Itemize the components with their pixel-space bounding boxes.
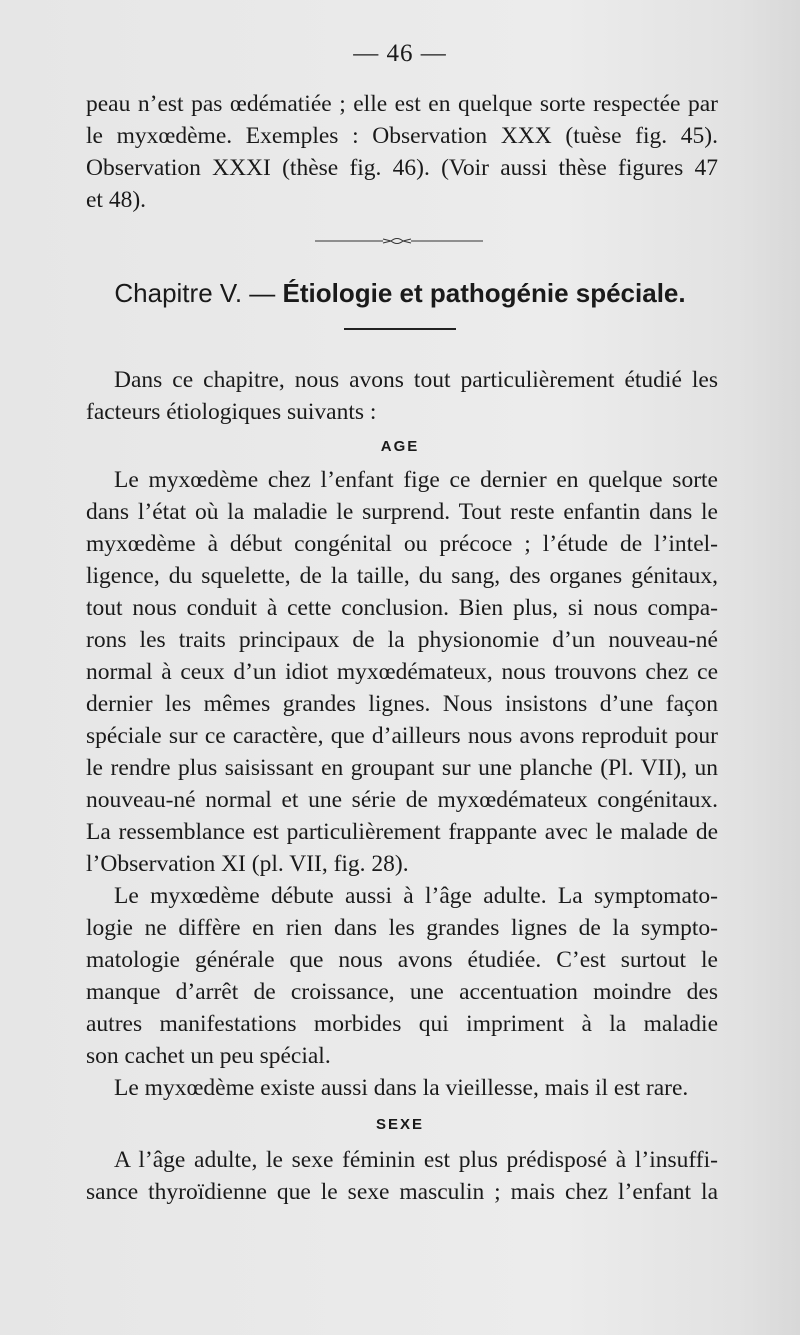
text-line: son cachet un peu spécial. xyxy=(86,1043,331,1069)
text-line: matologie générale que nous avons étudiée. C’est surtout le xyxy=(86,947,718,973)
ornamental-separator xyxy=(315,236,483,246)
text-line: dans l’état où la maladie le surprend. Tout reste enfantin dans le xyxy=(86,499,718,525)
text-line: et 48). xyxy=(86,187,147,213)
text-line: nouveau-né normal et une série de myxœdémateux congénitaux. xyxy=(86,787,718,813)
text-line: tout nous conduit à cette conclusion. Bien plus, si nous compa- xyxy=(86,595,718,621)
text-line: Observation XXXI (thèse fig. 46). (Voir aussi thèse figures 47 xyxy=(86,155,718,181)
page-number: — 46 — xyxy=(353,40,447,67)
section-heading-age: AGE xyxy=(380,438,420,455)
text-line: A l’âge adulte, le sexe féminin est plus prédisposé à l’insuffi- xyxy=(114,1147,718,1173)
chapter-rule xyxy=(344,328,456,330)
text-line: peau n’est pas œdématiée ; elle est en quelque sorte respectée par xyxy=(86,91,718,117)
text-line: autres manifestations morbides qui impriment à la maladie xyxy=(86,1011,718,1037)
text-line: myxœdème à début congénital ou précoce ; l’étude de l’intel- xyxy=(86,531,718,557)
section-age-body xyxy=(86,464,718,1104)
section-sexe-body xyxy=(86,1144,718,1208)
section-heading-sexe: SEXE xyxy=(375,1116,425,1133)
text-line: l’Observation XI (pl. VII, fig. 28). xyxy=(86,851,409,877)
text-line: Le myxœdème débute aussi à l’âge adulte. La symptomato- xyxy=(114,883,718,909)
text-line: spéciale sur ce caractère, que d’ailleurs nous avons reproduit pour xyxy=(86,723,718,749)
text-line: le myxœdème. Exemples : Observation XXX (tuèse fig. 45). xyxy=(86,123,718,149)
intro-paragraph xyxy=(86,364,718,428)
text-line: ligence, du squelette, de la taille, du sang, des organes génitaux, xyxy=(86,563,718,589)
text-line: La ressemblance est particulièrement frappante avec le malade de xyxy=(86,819,718,845)
chapter-number: Chapitre V. xyxy=(114,278,243,308)
chapter-title: Étiologie et pathogénie spéciale. xyxy=(282,278,686,308)
text-line: Le myxœdème chez l’enfant fige ce dernier en quelque sorte xyxy=(114,467,718,493)
text-line: facteurs étiologiques suivants : xyxy=(86,399,377,425)
chapter-heading xyxy=(0,278,800,309)
text-line: dernier les mêmes grandes lignes. Nous insistons d’une façon xyxy=(86,691,718,717)
text-line: manque d’arrêt de croissance, une accentuation moindre des xyxy=(86,979,718,1005)
text-line: Dans ce chapitre, nous avons tout particulièrement étudié les xyxy=(114,367,718,393)
text-line: rons les traits principaux de la physionomie d’un nouveau-né xyxy=(86,627,718,653)
chapter-dash: — xyxy=(242,278,283,308)
text-line: logie ne diffère en rien dans les grandes lignes de la sympto- xyxy=(86,915,718,941)
opening-paragraph xyxy=(86,88,718,216)
text-line: Le myxœdème existe aussi dans la vieillesse, mais il est rare. xyxy=(114,1075,689,1101)
text-line: normal à ceux d’un idiot myxœdémateux, nous trouvons chez ce xyxy=(86,659,718,685)
text-line: sance thyroïdienne que le sexe masculin ; mais chez l’enfant la xyxy=(86,1179,718,1205)
text-line: le rendre plus saisissant en groupant sur une planche (Pl. VII), un xyxy=(86,755,718,781)
